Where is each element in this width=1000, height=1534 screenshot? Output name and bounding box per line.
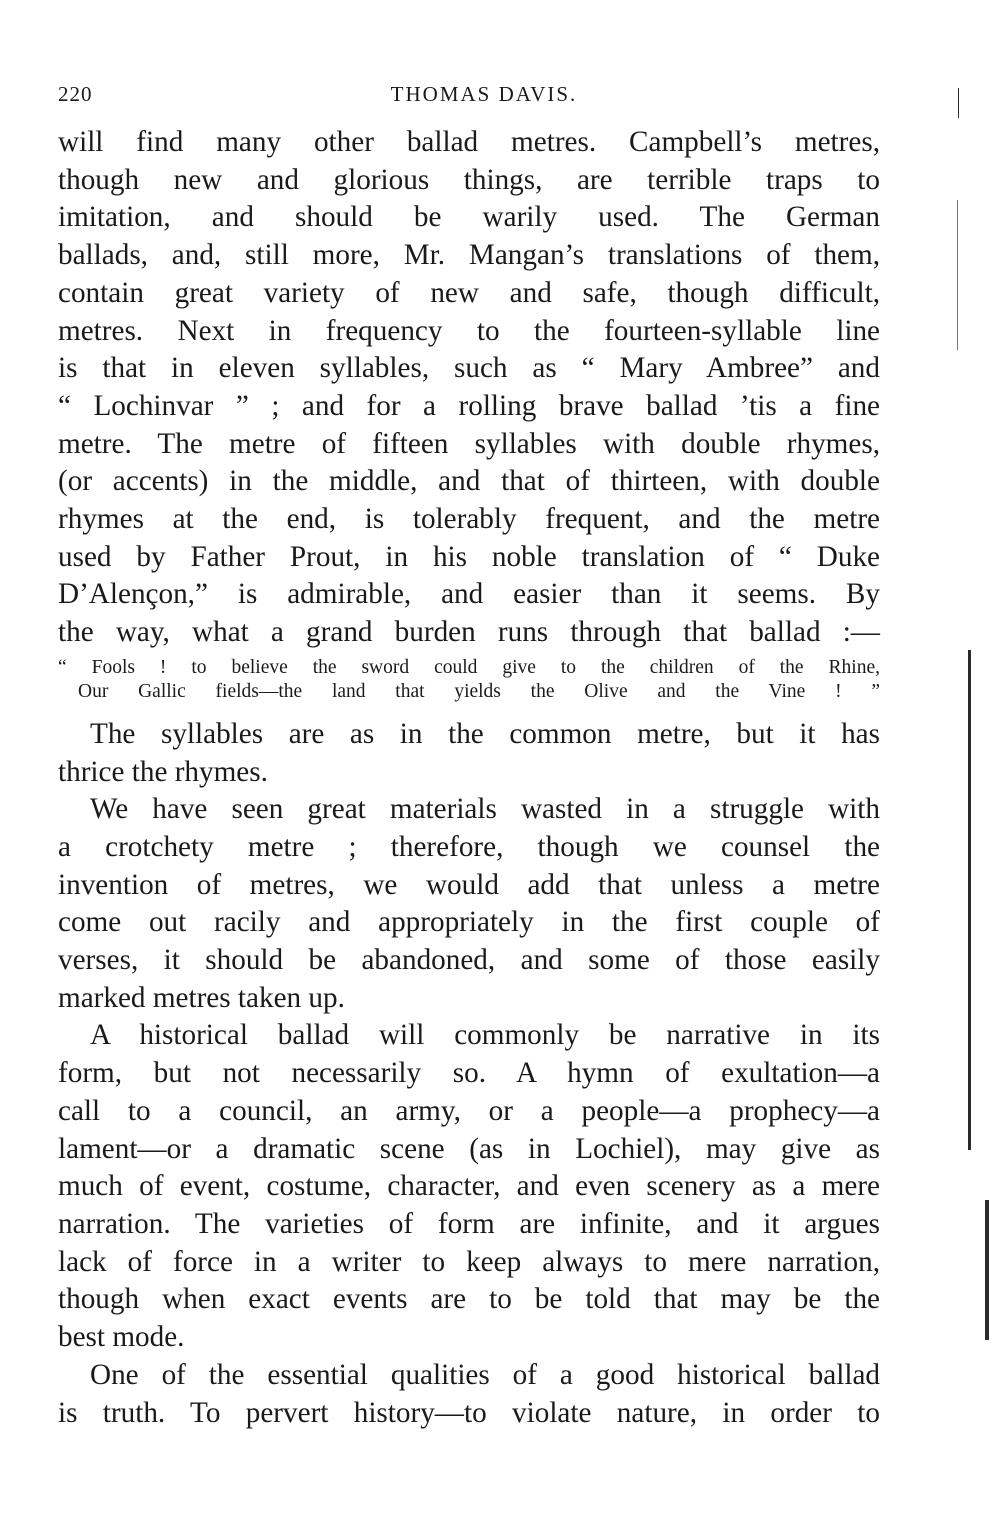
text-line: lament—or a dramatic scene (as in Lochiel), may give as [58,1132,880,1165]
text-line: ballads, and, still more, Mr. Mangan’s translations of them, [58,239,880,272]
paragraph-3 [58,791,880,1017]
text-line: “ Lochinvar ” ; and for a rolling brave ballad ’tis a fine [58,389,880,422]
text-line: marked metres taken up. [58,981,345,1014]
text-line: best mode. [58,1321,185,1354]
quote-line: Our Gallic fields—the land that yields the Olive and the Vine ! ” [78,680,880,702]
text-line: The syllables are as in the common metre, but it has [90,717,880,750]
text-line: is truth. To pervert history—to violate nature, in order to [58,1396,880,1429]
text-line: form, but not necessarily so. A hymn of exultation—a [58,1057,880,1090]
text-line: imitation, and should be warily used. The German [58,201,880,234]
text-line: come out racily and appropriately in the first couple of [58,906,880,939]
scan-edge-mark [985,1200,989,1340]
scan-edge-mark [957,200,958,350]
paragraph-5 [58,1357,880,1432]
text-line: lack of force in a writer to keep always to mere narration, [58,1245,880,1278]
text-line: call to a council, an army, or a people—a prophecy—a [58,1094,880,1127]
body-text [58,124,880,1432]
paragraph-4 [58,1017,880,1356]
paragraph-1 [58,124,880,652]
text-line: metres. Next in frequency to the fourteen-syllable line [58,314,880,347]
text-line: contain great variety of new and safe, though difficult, [58,276,880,309]
text-line: invention of metres, we would add that unless a metre [58,868,880,901]
text-line: used by Father Prout, in his noble translation of “ Duke [58,540,880,573]
text-line: (or accents) in the middle, and that of thirteen, with double [58,465,880,498]
text-line: though when exact events are to be told that may be the [58,1283,880,1316]
running-title: THOMAS DAVIS. [390,82,578,106]
paragraph-2 [58,716,880,791]
text-line: will find many other ballad metres. Campbell’s metres, [58,126,880,158]
scan-edge-mark [968,650,971,1150]
verse-quotation [58,656,880,704]
text-line: a crotchety metre ; therefore, though we counsel the [58,830,880,863]
text-line: One of the essential qualities of a good historical ballad [90,1358,880,1391]
text-line: A historical ballad will commonly be narrative in its [90,1019,880,1052]
quote-line: “ Fools ! to believe the sword could give to the children of the Rhine, [58,656,880,678]
text-line: is that in eleven syllables, such as “ Mary Ambree” and [58,352,880,385]
page-number: 220 [58,82,93,106]
text-line: the way, what a grand burden runs through that ballad :— [58,616,880,649]
text-line: thrice the rhymes. [58,755,268,788]
text-line: narration. The varieties of form are infinite, and it argues [58,1207,880,1240]
text-line: though new and glorious things, are terrible traps to [58,163,880,196]
running-head [58,82,880,116]
text-line: much of event, costume, character, and even scenery as a mere [58,1170,880,1203]
text-line: We have seen great materials wasted in a struggle with [90,793,880,826]
text-line: verses, it should be abandoned, and some of those easily [58,944,880,977]
scan-edge-mark [958,88,959,118]
text-line: rhymes at the end, is tolerably frequent, and the metre [58,503,880,536]
text-line: D’Alençon,” is admirable, and easier than it seems. By [58,578,880,611]
text-line: metre. The metre of fifteen syllables with double rhymes, [58,427,880,460]
book-page [58,82,880,1432]
